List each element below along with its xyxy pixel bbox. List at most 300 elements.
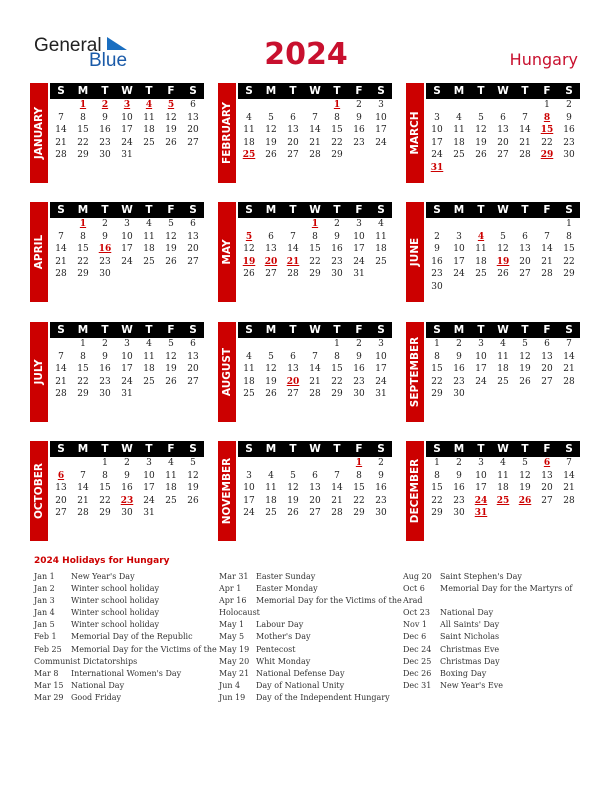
day-cell: 23 (453, 376, 465, 387)
week-row (238, 218, 392, 231)
day-cell: 8 (566, 231, 572, 242)
day-cell: 2 (334, 219, 340, 229)
weekday-label: M (77, 204, 89, 216)
day-cell (558, 281, 580, 294)
weekday-label: M (453, 443, 465, 455)
day-cell (282, 457, 304, 470)
weekday-label: T (333, 204, 341, 216)
day-cell: 7 (290, 231, 296, 242)
logo-text-blue: Blue (89, 50, 128, 71)
day-cell: 27 (309, 508, 321, 519)
month-name: APRIL (33, 234, 45, 270)
week-row (426, 470, 580, 483)
day-cell: 2 (102, 219, 108, 229)
month-grid (238, 441, 392, 520)
day-cell: 18 (475, 256, 487, 267)
day-cell: 24 (474, 495, 488, 506)
day-cell: 18 (143, 244, 155, 255)
day-cell: 17 (353, 244, 365, 255)
month-name: JUNE (409, 237, 421, 267)
day-cell (448, 281, 470, 294)
weekday-label: T (289, 85, 297, 97)
month-august (218, 322, 394, 422)
month-name: JANUARY (33, 106, 45, 160)
day-cell: 1 (79, 219, 87, 229)
week-row (426, 376, 580, 389)
holiday-row (34, 668, 224, 680)
day-cell (160, 388, 182, 401)
logo-triangle-icon (107, 37, 127, 50)
day-cell: 5 (290, 470, 296, 481)
month-grid (50, 441, 204, 520)
day-cell: 28 (55, 269, 67, 280)
holiday-date: May 5 (219, 632, 245, 642)
weekday-label: W (309, 85, 321, 97)
day-cell: 27 (287, 389, 299, 400)
day-cell: 9 (456, 470, 462, 481)
day-cell: 18 (165, 483, 177, 494)
day-cell: 11 (375, 231, 387, 242)
day-cell: 29 (309, 269, 321, 280)
day-cell (370, 149, 392, 162)
day-cell: 30 (431, 281, 443, 292)
holiday-row (34, 619, 224, 631)
day-cell: 29 (77, 269, 89, 280)
day-cell: 28 (287, 269, 299, 280)
week-row (426, 149, 580, 162)
holiday-row (219, 583, 409, 595)
day-cell: 6 (522, 231, 528, 242)
day-cell: 19 (496, 256, 510, 267)
holiday-row (34, 607, 224, 619)
holiday-name: Memorial Day for the Victims of the (71, 644, 217, 654)
day-cell: 6 (544, 339, 550, 349)
day-cell: 4 (477, 231, 485, 242)
day-cell: 25 (243, 389, 255, 400)
day-cell: 3 (434, 112, 440, 123)
holiday-column (403, 571, 593, 692)
month-label (30, 322, 48, 422)
day-cell: 3 (356, 219, 362, 229)
day-cell: 8 (543, 112, 551, 123)
day-cell (426, 218, 448, 231)
day-cell (260, 457, 282, 470)
weekday-label: T (101, 204, 109, 216)
weekday-label: F (543, 204, 551, 216)
day-cell: 15 (309, 244, 321, 255)
week-row (50, 338, 204, 351)
weekday-label: T (477, 324, 485, 336)
week-row (426, 162, 580, 175)
day-cell: 9 (124, 470, 130, 481)
day-cell: 20 (287, 137, 299, 148)
holiday-name: Winter school holiday (71, 584, 160, 594)
week-row (50, 470, 204, 483)
week-row (426, 218, 580, 231)
day-cell: 22 (77, 137, 89, 148)
day-cell: 15 (431, 364, 443, 375)
holiday-column (219, 571, 409, 704)
weekday-label: M (77, 324, 89, 336)
day-cell (470, 218, 492, 231)
day-cell: 4 (378, 219, 384, 229)
holiday-date: Dec 31 (403, 680, 432, 690)
day-cell: 22 (541, 137, 553, 148)
weekday-label: F (167, 204, 175, 216)
month-label (218, 202, 236, 302)
day-cell: 28 (541, 269, 553, 280)
holiday-name: Memorial Day of the Republic (71, 632, 193, 642)
day-cell (470, 281, 492, 294)
day-cell: 8 (334, 351, 340, 362)
weekday-label: S (245, 324, 253, 336)
day-cell (426, 99, 448, 112)
day-cell: 11 (453, 125, 465, 136)
month-label (30, 202, 48, 302)
week-row (50, 124, 204, 137)
weekday-label: W (309, 443, 321, 455)
day-cell: 16 (453, 483, 465, 494)
day-cell: 27 (497, 150, 509, 161)
holiday-name: Memorial Day for the Victims of the (256, 596, 402, 606)
month-label (406, 441, 424, 541)
weekday-label: M (77, 443, 89, 455)
holiday-name: National Defense Day (256, 668, 345, 678)
day-cell: 25 (375, 256, 387, 267)
day-cell: 23 (99, 137, 111, 148)
day-cell: 25 (143, 137, 155, 148)
week-row (426, 99, 580, 112)
day-cell: 6 (312, 470, 318, 481)
week-row (50, 243, 204, 256)
month-grid (238, 322, 392, 401)
day-cell: 20 (541, 483, 553, 494)
day-cell: 11 (243, 125, 255, 136)
day-cell: 17 (475, 364, 487, 375)
day-cell: 19 (287, 495, 299, 506)
week-row (50, 218, 204, 231)
week-row (426, 137, 580, 150)
day-cell: 14 (519, 125, 531, 136)
day-cell: 11 (143, 231, 155, 242)
day-cell: 16 (353, 125, 365, 136)
day-cell (448, 162, 470, 175)
day-cell: 26 (265, 389, 277, 400)
day-cell (50, 338, 72, 351)
day-cell: 1 (334, 339, 340, 349)
day-cell: 16 (353, 364, 365, 375)
day-cell: 6 (290, 351, 296, 362)
day-cell: 4 (145, 100, 153, 110)
week-row (426, 256, 580, 269)
day-cell: 13 (187, 351, 199, 362)
day-cell: 17 (121, 364, 133, 375)
holiday-name: National Day (71, 680, 125, 690)
weekday-label: T (333, 85, 341, 97)
day-cell: 1 (434, 458, 440, 468)
day-cell (260, 99, 282, 112)
day-cell: 3 (456, 231, 462, 242)
day-cell: 10 (431, 125, 443, 136)
day-cell: 21 (286, 256, 300, 267)
weekday-label: S (57, 443, 65, 455)
day-cell: 19 (265, 137, 277, 148)
day-cell: 27 (287, 150, 299, 161)
day-cell: 29 (563, 269, 575, 280)
day-cell (536, 162, 558, 175)
day-cell: 6 (190, 100, 196, 110)
holiday-name: All Saints' Day (440, 620, 500, 630)
day-cell: 27 (187, 376, 199, 387)
day-cell: 24 (475, 376, 487, 387)
day-cell: 17 (431, 137, 443, 148)
day-cell: 28 (331, 508, 343, 519)
day-cell: 12 (519, 470, 531, 481)
week-row (426, 507, 580, 520)
weekday-label: W (497, 85, 509, 97)
day-cell: 9 (434, 244, 440, 255)
day-cell: 3 (146, 458, 152, 468)
day-cell: 5 (478, 112, 484, 123)
day-cell: 10 (143, 470, 155, 481)
day-cell: 7 (522, 112, 528, 123)
month-grid (50, 202, 204, 281)
week-row (238, 99, 392, 112)
day-cell: 17 (375, 125, 387, 136)
day-cell: 26 (165, 376, 177, 387)
day-cell: 22 (563, 256, 575, 267)
week-row (426, 351, 580, 364)
day-cell: 3 (378, 100, 384, 110)
day-cell: 4 (168, 458, 174, 468)
weekday-label: F (543, 85, 551, 97)
weekday-label: T (521, 443, 529, 455)
week-row (426, 268, 580, 281)
weekday-label: S (377, 324, 385, 336)
week-row (50, 388, 204, 401)
holiday-date: Dec 24 (403, 644, 432, 654)
holiday-row (403, 583, 593, 595)
day-cell: 19 (265, 376, 277, 387)
month-name: JULY (33, 359, 45, 385)
day-cell: 5 (168, 219, 174, 229)
day-cell: 17 (475, 483, 487, 494)
weekday-header (50, 202, 204, 218)
day-cell (326, 457, 348, 470)
month-february (218, 83, 394, 183)
month-december (406, 441, 582, 541)
day-cell: 26 (243, 269, 255, 280)
day-cell: 10 (121, 351, 133, 362)
day-cell: 26 (265, 150, 277, 161)
day-cell: 7 (544, 231, 550, 242)
weekday-label: S (433, 443, 441, 455)
weekday-label: S (565, 443, 573, 455)
month-label (218, 322, 236, 422)
day-cell: 30 (375, 508, 387, 519)
weekday-label: T (333, 324, 341, 336)
day-cell: 4 (268, 470, 274, 481)
day-cell: 1 (434, 339, 440, 349)
day-cell: 13 (287, 125, 299, 136)
day-cell: 13 (187, 112, 199, 123)
day-cell: 19 (519, 364, 531, 375)
day-cell (492, 162, 514, 175)
day-cell: 16 (99, 364, 111, 375)
day-cell: 14 (287, 244, 299, 255)
week-row (238, 376, 392, 389)
day-cell: 15 (77, 244, 89, 255)
weekday-header (238, 322, 392, 338)
holiday-date: Dec 26 (403, 668, 432, 678)
day-cell: 9 (102, 351, 108, 362)
week-row (238, 495, 392, 508)
weekday-label: W (497, 204, 509, 216)
day-cell (470, 162, 492, 175)
month-label (406, 202, 424, 302)
day-cell: 26 (497, 269, 509, 280)
holiday-name: Labour Day (256, 620, 304, 630)
country-name: Hungary (509, 50, 578, 69)
weekday-label: M (453, 85, 465, 97)
day-cell: 24 (121, 376, 133, 387)
weekday-label: F (167, 443, 175, 455)
weekday-label: S (245, 443, 253, 455)
week-row (426, 495, 580, 508)
day-cell (536, 388, 558, 401)
day-cell: 20 (264, 256, 278, 267)
holiday-name: Day of the Independent Hungary (256, 692, 390, 702)
day-cell: 24 (121, 137, 133, 148)
day-cell: 11 (143, 351, 155, 362)
day-cell: 7 (334, 470, 340, 481)
week-row (50, 149, 204, 162)
day-cell: 13 (519, 244, 531, 255)
weekday-label: F (167, 85, 175, 97)
day-cell (448, 99, 470, 112)
day-cell: 21 (77, 495, 89, 506)
month-name: NOVEMBER (221, 457, 233, 525)
holiday-row (219, 656, 409, 668)
day-cell: 23 (453, 495, 465, 506)
weekday-label: T (101, 85, 109, 97)
day-cell: 4 (246, 112, 252, 123)
day-cell (238, 457, 260, 470)
weekday-label: S (57, 85, 65, 97)
day-cell: 1 (102, 458, 108, 468)
holiday-name: Christmas Eve (440, 644, 500, 654)
day-cell: 22 (99, 495, 111, 506)
day-cell (260, 338, 282, 351)
day-cell: 14 (55, 244, 67, 255)
day-cell (160, 268, 182, 281)
weekday-header (238, 441, 392, 457)
day-cell: 22 (431, 495, 443, 506)
day-cell: 7 (566, 339, 572, 349)
weekday-label: S (189, 443, 197, 455)
day-cell: 6 (57, 470, 65, 481)
day-cell: 18 (453, 137, 465, 148)
day-cell: 27 (541, 495, 553, 506)
day-cell (160, 507, 182, 520)
weekday-label: T (477, 443, 485, 455)
holiday-name: Saint Stephen's Day (440, 572, 522, 581)
day-cell (492, 218, 514, 231)
day-cell: 30 (121, 508, 133, 519)
day-cell: 5 (190, 458, 196, 468)
weekday-label: S (565, 324, 573, 336)
weekday-label: F (543, 443, 551, 455)
day-cell: 6 (190, 339, 196, 349)
month-june (406, 202, 582, 302)
day-cell: 31 (474, 508, 488, 519)
day-cell: 2 (378, 458, 384, 468)
holiday-row (403, 644, 593, 656)
day-cell: 31 (143, 508, 155, 519)
day-cell: 13 (187, 231, 199, 242)
holiday-name: New Year's Eve (440, 680, 503, 690)
day-cell: 15 (540, 125, 554, 136)
day-cell: 14 (77, 483, 89, 494)
holiday-date: Feb 1 (34, 632, 57, 642)
month-label (406, 322, 424, 422)
day-cell (182, 507, 204, 520)
holiday-row (403, 631, 593, 643)
logo-text-general: General (34, 35, 102, 56)
holiday-date: Jan 3 (34, 596, 55, 606)
day-cell: 25 (265, 508, 277, 519)
weekday-label: F (167, 324, 175, 336)
week-row (50, 507, 204, 520)
day-cell: 22 (77, 376, 89, 387)
day-cell: 13 (541, 351, 553, 362)
day-cell: 20 (187, 125, 199, 136)
day-cell (470, 388, 492, 401)
week-row (426, 231, 580, 244)
day-cell: 26 (519, 376, 531, 387)
day-cell: 27 (265, 269, 277, 280)
day-cell (282, 99, 304, 112)
week-row (426, 363, 580, 376)
day-cell: 13 (309, 483, 321, 494)
month-grid (426, 83, 580, 175)
day-cell: 21 (309, 376, 321, 387)
day-cell: 17 (243, 495, 255, 506)
holiday-name: Easter Sunday (256, 572, 316, 581)
weekday-label: M (265, 443, 277, 455)
day-cell: 25 (496, 495, 510, 506)
day-cell: 18 (497, 483, 509, 494)
month-grid (238, 83, 392, 162)
day-cell: 11 (165, 470, 177, 481)
week-row (426, 243, 580, 256)
day-cell: 7 (312, 112, 318, 123)
day-cell: 1 (544, 100, 550, 110)
day-cell: 1 (333, 100, 341, 110)
weekday-label: W (309, 324, 321, 336)
day-cell: 31 (121, 389, 133, 400)
weekday-label: T (477, 204, 485, 216)
day-cell: 11 (475, 244, 487, 255)
weekday-label: S (245, 204, 253, 216)
weekday-header (50, 441, 204, 457)
day-cell: 15 (99, 483, 111, 494)
holiday-date: Apr 16 (219, 596, 247, 606)
weekday-header (50, 322, 204, 338)
holiday-row (219, 680, 409, 692)
week-row (238, 470, 392, 483)
day-cell (492, 388, 514, 401)
